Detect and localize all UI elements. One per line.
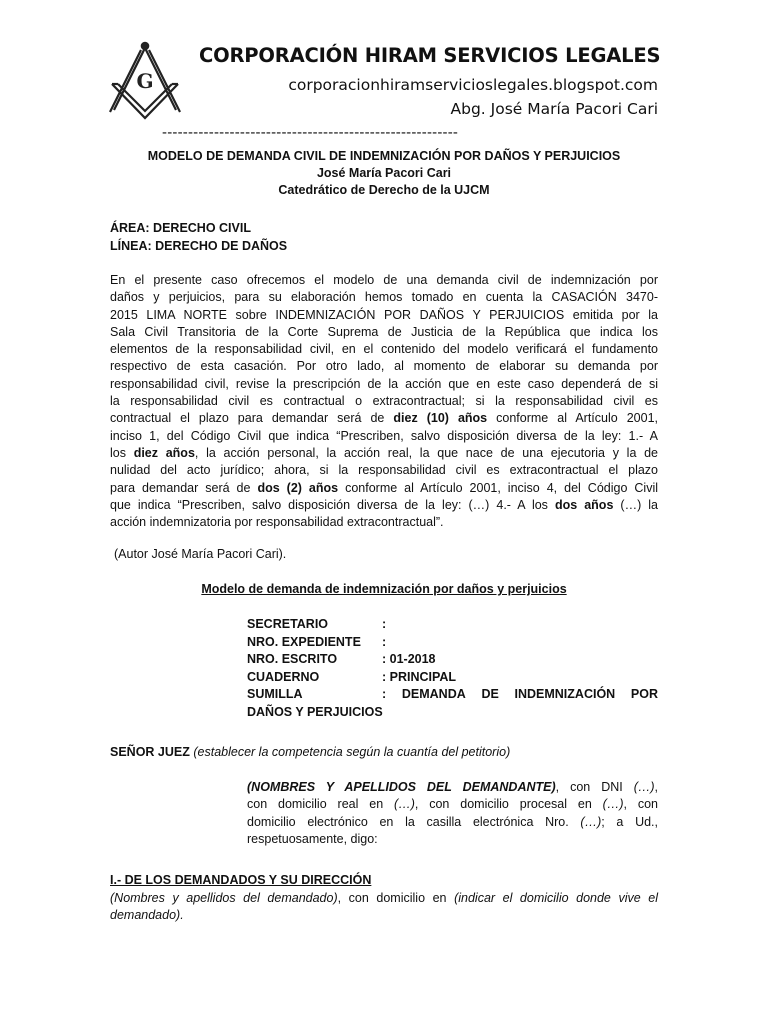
intro-line: daños y perjuicios, para su elaboración hemos tomado en cuenta la CASACIÓN 3470- (110, 290, 658, 305)
area-label: ÁREA: DERECHO CIVIL (110, 221, 251, 235)
svg-text:G: G (136, 69, 154, 93)
intro-line: para demandar será de dos (2) años conforme al Artículo 2001, inciso 4, del Código Civil (110, 480, 659, 495)
section-body (110, 890, 658, 925)
plaintiff-line: con domicilio real en (…), con domicilio procesal en (…), con (247, 797, 659, 812)
meta-value: : (382, 634, 387, 649)
section-heading: I.- DE LOS DEMANDADOS Y SU DIRECCIÓN (110, 873, 372, 887)
intro-line: inciso 1, del Código Civil que indica “Prescriben, salvo disposición diversa de la ley: 1.- A (110, 428, 658, 443)
meta-value: : PRINCIPAL (382, 669, 457, 684)
document-header (0, 0, 768, 140)
intro-line: respectivo de esta casación. Por otro lado, al momento de elaborar su demanda por (110, 359, 658, 374)
meta-row-sumilla (247, 686, 658, 704)
meta-sumilla-continuation: DAÑOS Y PERJUICIOS (247, 704, 383, 719)
intro-line: En el presente caso ofrecemos el modelo de una demanda civil de indemnización por (110, 273, 658, 287)
intro-line: nulidad del acto jurídico; ahora, si la responsabilidad civil es extracontractual el plazo (110, 463, 658, 478)
intro-line: acción indemnizatoria por responsabilidad extracontractual”. (110, 515, 444, 530)
meta-value: : 01-2018 (382, 652, 436, 667)
meta-value: : (382, 617, 387, 631)
corporation-name: CORPORACIÓN HIRAM SERVICIOS LEGALES (199, 44, 661, 67)
plaintiff-line: respetuosamente, digo: (247, 832, 378, 847)
intro-line: los diez años, la acción personal, la acción real, la que nace de una ejecutoria y la de (110, 445, 659, 460)
section-line: demandado). (110, 908, 184, 923)
area-block (110, 219, 287, 255)
intro-line: contractual el plazo para demandar será de diez (10) años conforme al Artículo 2001, (110, 411, 658, 426)
model-title: Modelo de demanda de indemnización por daños y perjuicios (201, 582, 567, 596)
meta-key: NRO. ESCRITO (247, 652, 338, 667)
intro-line: la responsabilidad civil es contractual o extracontractual; si la responsabilidad civil es (110, 394, 658, 409)
judge-addressee (110, 744, 510, 761)
author-name: Abg. José María Pacori Cari (450, 100, 658, 118)
judge-label: SEÑOR JUEZ (110, 745, 190, 759)
case-metadata (247, 616, 658, 722)
plaintiff-paragraph (247, 779, 658, 849)
document-author: José María Pacori Cari (316, 166, 452, 180)
intro-line: que indica “Prescriben, salvo disposición diversa de la ley: (…) 4.- A los dos años (…) la (110, 497, 658, 512)
linea-label: LÍNEA: DERECHO DE DAÑOS (110, 239, 288, 253)
meta-key: NRO. EXPEDIENTE (247, 634, 361, 649)
meta-value: : DEMANDA DE INDEMNIZACIÓN POR (382, 687, 658, 702)
masonic-square-compass-icon (104, 40, 186, 122)
section-line: (Nombres y apellidos del demandado), con domicilio en (indicar el domicilio donde vive el (110, 891, 658, 905)
meta-row-cuaderno (247, 669, 658, 687)
intro-line: responsabilidad civil, revise la prescripción de la acción que en este caso dependerá de si (110, 376, 658, 391)
intro-line: Sala Civil Transitoria de la Corte Suprema de Justicia de la República que indica los (110, 324, 658, 339)
intro-paragraph (110, 272, 658, 531)
separator-line: --------------------------------------------------------- (162, 124, 459, 141)
document-title: MODELO DE DEMANDA CIVIL DE INDEMNIZACIÓN POR DAÑOS Y PERJUICIOS (147, 149, 621, 163)
plaintiff-line: domicilio electrónico en la casilla electrónica Nro. (…); a Ud., (247, 814, 659, 829)
judge-note: (establecer la competencia según la cuantía del petitorio) (193, 745, 511, 759)
meta-row-escrito (247, 651, 658, 669)
intro-line: elementos de la responsabilidad civil, en el contenido del modelo verificará el fundamento (110, 342, 658, 357)
meta-key: CUADERNO (247, 669, 320, 684)
meta-row-secretario (247, 616, 658, 634)
author-note: (Autor José María Pacori Cari). (114, 547, 287, 561)
meta-key: SUMILLA (247, 687, 303, 702)
plaintiff-line: (NOMBRES Y APELLIDOS DEL DEMANDANTE), con DNI (…), (247, 780, 658, 794)
meta-row-expediente (247, 634, 658, 652)
blog-url: corporacionhiramservicioslegales.blogspot.com (288, 76, 658, 94)
meta-key: SECRETARIO (247, 617, 329, 631)
intro-line: 2015 LIMA NORTE sobre INDEMNIZACIÓN POR DAÑOS Y PERJUICIOS emitida por la (110, 307, 658, 322)
author-position: Catedrático de Derecho de la UJCM (278, 183, 490, 197)
document-title-block (110, 148, 658, 199)
